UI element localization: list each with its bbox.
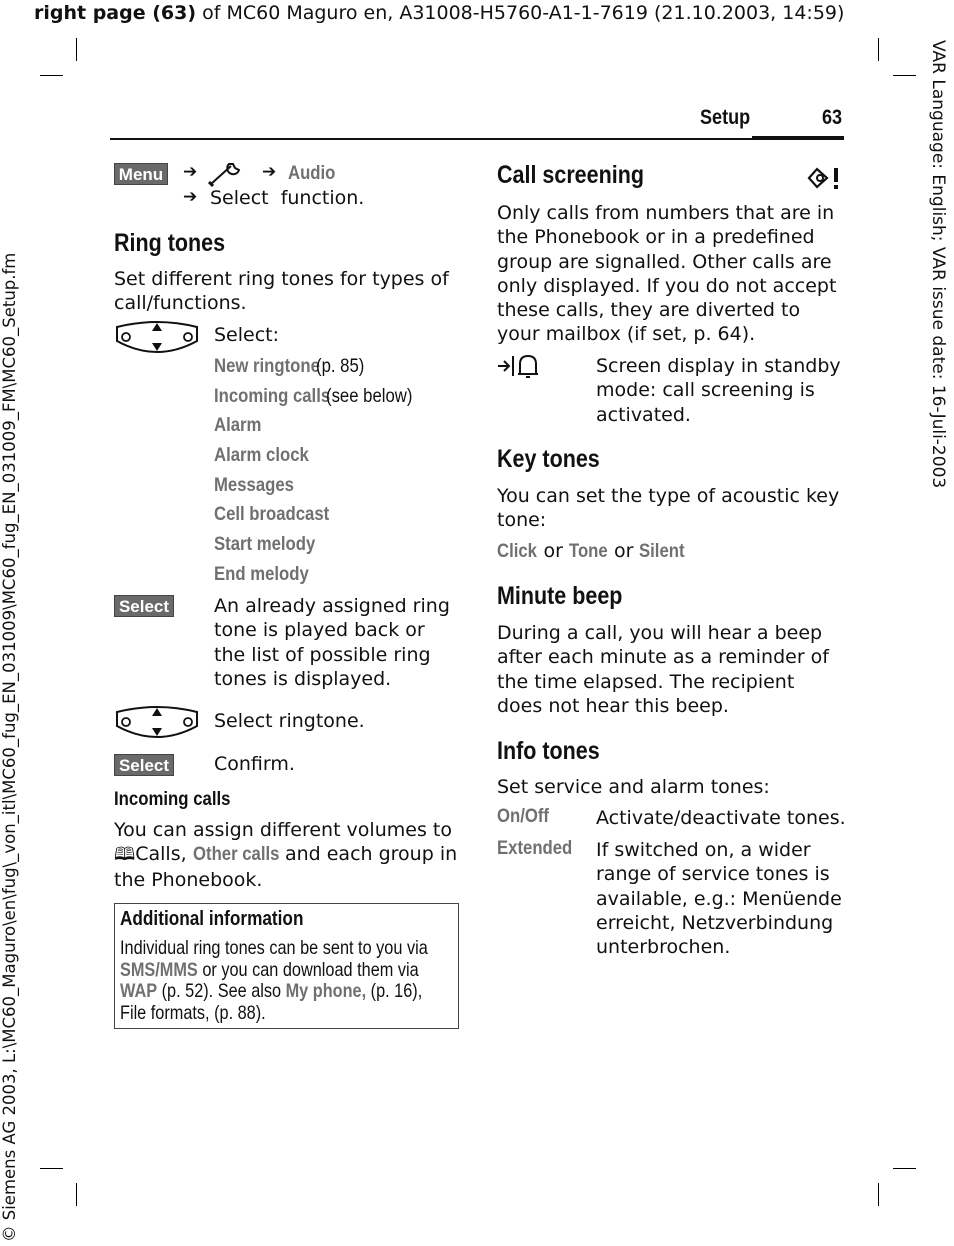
call-screening-icon xyxy=(805,165,841,191)
call-screening-text: Only calls from numbers that are in the Phonebook or in a predefined group are signalled. Other calls are only displayed. If you do not accept these calls, they are diverted to your mailbox (if set, p. 64). xyxy=(497,202,837,346)
list-item[interactable]: Alarm xyxy=(214,415,262,437)
extended-description: If switched on, a wider range of service tones is available, e.g.: Menüende erreicht, Netzverbindung unterbrochen. xyxy=(596,839,842,959)
info-tones-heading: Info tones xyxy=(497,737,600,765)
list-item[interactable]: End melody xyxy=(214,563,309,585)
extended-option[interactable]: Extended xyxy=(497,838,573,859)
select-ringtone-text: Select ringtone. xyxy=(214,710,365,732)
minute-beep-heading: Minute beep xyxy=(497,582,623,610)
wrench-icon xyxy=(207,160,247,188)
ring-tones-heading: Ring tones xyxy=(114,229,226,257)
confirm-text: Confirm. xyxy=(214,753,295,775)
navigation-key-icon xyxy=(114,319,200,357)
select-function-text: Select function. xyxy=(210,187,365,209)
header-rule-thick xyxy=(752,136,844,140)
ring-tones-intro: Set different ring tones for types of call/functions. xyxy=(114,268,449,315)
arrow-icon: ➔ xyxy=(183,187,198,207)
key-tone-silent-option[interactable]: Silent xyxy=(639,541,685,562)
on-off-description: Activate/deactivate tones. xyxy=(596,807,846,829)
arrow-icon: ➔ xyxy=(183,162,198,182)
file-header xyxy=(34,2,844,24)
call-screening-heading: Call screening xyxy=(497,161,644,189)
key-tones-text: You can set the type of acoustic key tone: xyxy=(497,485,840,532)
side-text-right: VAR Language: English; VAR issue date: 16-Juli-2003 xyxy=(928,40,948,489)
key-tones-heading: Key tones xyxy=(497,445,600,473)
additional-info-text: Individual ring tones can be sent to you via SMS/MMS or you can download them via WAP (p. 52). See also My phone, (p. 16), File formats, (p. 88). xyxy=(120,937,428,1024)
minute-beep-text: During a call, you will hear a beep after each minute as a reminder of the time elapsed. The recipient does not hear this beep. xyxy=(497,622,829,717)
file-header-rest: of MC60 Maguro en, A31008-H5760-A1-1-7619 (21.10.2003, 14:59) xyxy=(196,2,845,24)
phonebook-icon: 🕮 xyxy=(114,844,136,866)
audio-menu-item: Audio xyxy=(288,163,336,184)
ringtone-menu-list xyxy=(214,356,424,594)
section-name: Setup xyxy=(700,106,751,129)
file-header-bold: right page (63) xyxy=(34,2,197,24)
page-number: 63 xyxy=(822,106,843,129)
additional-info-title: Additional information xyxy=(120,908,304,930)
select-label: Select: xyxy=(214,324,280,346)
select-key[interactable]: Select xyxy=(114,595,174,617)
list-item[interactable]: New ringtone(p. 85) xyxy=(214,356,365,377)
page-header xyxy=(110,104,844,144)
info-tones-text: Set service and alarm tones: xyxy=(497,776,770,798)
menu-key[interactable]: Menu xyxy=(114,163,168,185)
select-description: An already assigned ring tone is played back or the list of possible ring tones is displayed. xyxy=(214,595,450,690)
list-item[interactable]: Alarm clock xyxy=(214,445,309,467)
key-tone-click-option[interactable]: Click xyxy=(497,541,537,562)
standby-display-icon xyxy=(496,352,542,380)
other-calls-menu-item: Other calls xyxy=(192,844,280,866)
header-rule xyxy=(110,138,752,140)
on-off-option[interactable]: On/Off xyxy=(497,806,550,827)
list-item[interactable]: Messages xyxy=(214,474,294,496)
confirm-select-key[interactable]: Select xyxy=(114,754,174,776)
incoming-calls-text: You can assign different volumes to 🕮Calls, Other calls and each group in the Phonebook. xyxy=(114,819,458,891)
list-item[interactable]: Cell broadcast xyxy=(214,504,330,526)
list-item[interactable]: Incoming calls(see below) xyxy=(214,385,413,407)
key-tones-options: Click or Tone or Silent xyxy=(497,539,691,564)
arrow-icon: ➔ xyxy=(262,162,277,182)
navigation-key-icon xyxy=(114,704,200,742)
side-text-left: © Siemens AG 2003, L:\MC60_Maguro\en\fug\_von_itl\MC60_fug_EN_031009\MC60_fug_EN_031009_FM\MC60_Setup.fm xyxy=(0,252,19,1242)
list-item[interactable]: Start melody xyxy=(214,534,316,556)
additional-info-box xyxy=(114,903,459,1029)
call-screening-display-text: Screen display in standby mode: call screening is activated. xyxy=(596,355,841,426)
key-tone-tone-option[interactable]: Tone xyxy=(568,541,608,562)
incoming-calls-heading: Incoming calls xyxy=(114,788,231,810)
